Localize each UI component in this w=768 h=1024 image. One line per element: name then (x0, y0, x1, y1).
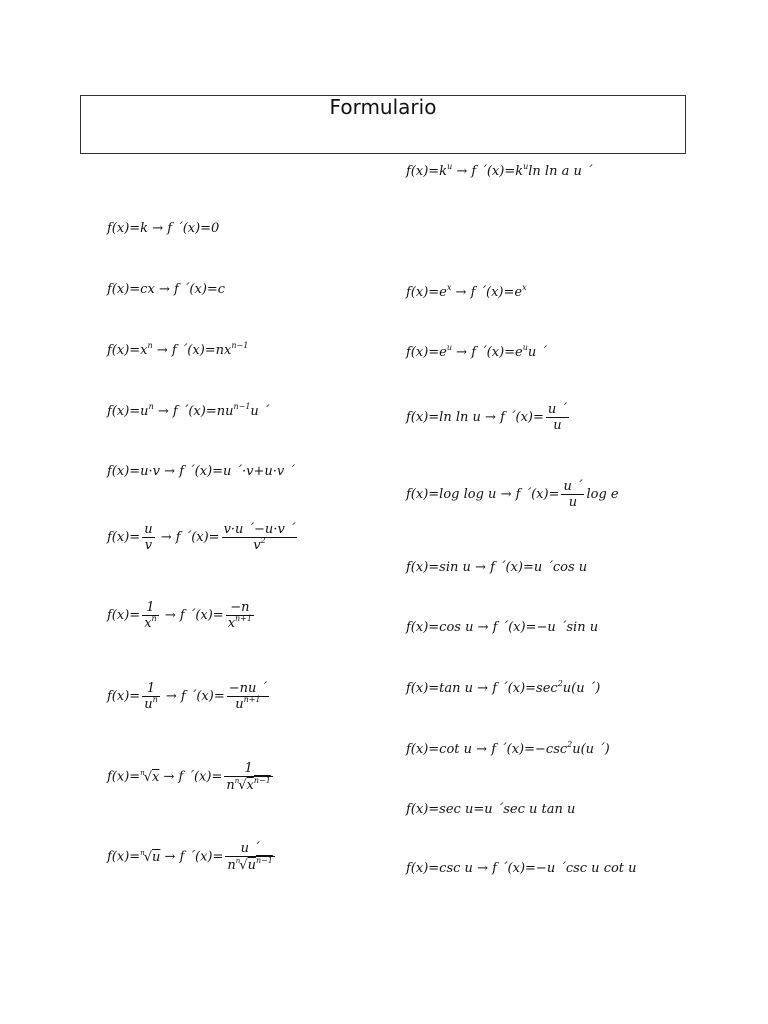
fraction (546, 403, 569, 432)
numerator: u ´ (547, 402, 567, 417)
formula-linear (107, 283, 225, 296)
radicand-base: u (247, 858, 256, 873)
exponent: n (151, 614, 157, 623)
denominator (225, 856, 275, 872)
formula-rhs: f ´(x)=−u ´sin u (492, 620, 599, 635)
formula-rhs: f ´(x)= (178, 769, 223, 785)
exponent: n−1 (233, 402, 251, 411)
arrow: → (152, 221, 164, 236)
formula-exponential-eu (406, 343, 547, 360)
formula-log (406, 480, 619, 509)
formula-natural-log (406, 403, 571, 432)
root-symbol: $^n$√x (140, 768, 160, 785)
formula-rhs: f ´(x)=−u ´csc u cot u (492, 861, 637, 876)
exponent: n+1 (235, 614, 252, 623)
formula-rhs: f ´(x)=nu (172, 404, 234, 419)
exponent: x (446, 283, 452, 292)
denominator-base: x (227, 616, 236, 631)
denominator-base: u (144, 697, 153, 712)
arrow: → (485, 410, 496, 425)
denominator (222, 537, 298, 552)
formula-rhs: f ´(x)=−csc (491, 742, 568, 757)
arrow: → (164, 608, 176, 623)
exponent: 2 (557, 679, 563, 688)
formula-exponential-k (406, 162, 593, 179)
arrow: → (455, 285, 467, 300)
arrow: → (160, 530, 172, 545)
formula-cosine (406, 621, 598, 634)
numerator: 1 (146, 600, 155, 615)
exponent: n−1 (255, 856, 273, 865)
numerator: u ´ (563, 479, 583, 494)
formula-rhs: f ´(x)=u ´cos u (490, 560, 588, 575)
formula-rhs: f ´(x)=nx (171, 343, 232, 358)
exponent: n (147, 341, 153, 350)
formula-lhs: f(x)=tan u (406, 681, 474, 696)
formula-root-x (107, 762, 275, 792)
denominator-base: x (144, 616, 152, 631)
exponent: u (446, 343, 453, 352)
formula-tail: u ´ (250, 404, 270, 419)
formula-lhs: f(x)=cos u (406, 620, 474, 635)
fraction (222, 523, 298, 552)
formula-cosecant (406, 862, 637, 875)
formula-rhs: f ´(x)= (180, 689, 225, 704)
formula-lhs: f(x)= (107, 769, 141, 785)
arrow: → (456, 345, 468, 360)
formula-exponential-ex (406, 283, 527, 300)
fraction (142, 682, 160, 711)
formula-lhs: f(x)=ln ln u (406, 410, 481, 425)
formula-rhs: f ´(x)= (179, 608, 224, 623)
root-symbol: $^n$√u (140, 848, 161, 865)
formula-lhs: f(x)=log log u (406, 487, 497, 502)
denominator-base: v (253, 538, 261, 553)
formula-reciprocal-u (107, 682, 271, 711)
fraction (142, 523, 154, 552)
denominator (226, 615, 254, 630)
radicand (248, 858, 273, 873)
formula-lhs: f(x)=k (107, 221, 149, 236)
formula-lhs: f(x)=u·v (107, 464, 161, 479)
formula-lhs: f(x)=e (406, 285, 447, 300)
formula-power-x (107, 341, 249, 358)
formula-lhs: f(x)=k (406, 164, 448, 179)
arrow: → (158, 282, 170, 297)
exponent: n (152, 695, 158, 704)
formula-rhs: f ´(x)= (500, 410, 544, 425)
numerator: 1 (244, 761, 253, 776)
exponent: u (523, 162, 529, 171)
formula-lhs: f(x)= (107, 530, 141, 545)
formula-rhs: f ´(x)=e (470, 285, 523, 300)
exponent: n−1 (231, 341, 249, 350)
denominator (142, 615, 159, 630)
exponent: n−1 (253, 776, 271, 785)
arrow: → (500, 487, 512, 502)
radicand: u (152, 849, 161, 865)
radicand: x (152, 769, 160, 785)
formula-rhs: f ´(x)= (515, 487, 560, 502)
arrow: → (477, 861, 488, 876)
formula-lhs: f(x)=u (107, 404, 149, 419)
fraction (225, 842, 275, 872)
fraction (226, 601, 254, 630)
formula-reciprocal-x (107, 601, 256, 630)
formula-power-u (107, 402, 270, 419)
denominator (227, 696, 269, 711)
arrow: → (156, 343, 168, 358)
denominator: u (546, 417, 569, 432)
root-index: n (140, 848, 145, 857)
formula-rhs: f ´(x)=e (471, 345, 523, 360)
fraction (561, 480, 584, 509)
denominator-base: u (235, 697, 244, 712)
formula-rhs: f ´(x)=c (173, 282, 226, 297)
denominator: u (561, 494, 584, 509)
formula-rhs: f ´(x)=u ´·v+u·v ´ (179, 464, 295, 479)
exponent: 2 (260, 536, 266, 545)
exponent: 2 (567, 740, 573, 749)
arrow: → (456, 164, 468, 179)
formula-rhs: f ´(x)= (175, 530, 220, 545)
exponent: u (522, 343, 528, 352)
fraction (142, 601, 159, 630)
denominator (142, 696, 160, 711)
formula-text: f(x)=sec u=u ´sec u tan u (406, 802, 576, 817)
root-symbol: $^n√x^{n-1}$ (234, 776, 271, 793)
root-symbol: $^n√u^{n-1}$ (235, 856, 273, 873)
formula-tail: ln ln a u ´ (528, 164, 593, 179)
exponent: x (522, 283, 527, 292)
arrow: → (164, 849, 176, 865)
denominator-prefix: n (227, 858, 236, 873)
formula-root-u (107, 842, 277, 872)
formula-rhs: f ´(x)= (179, 849, 224, 865)
formula-lhs: f(x)=cx (107, 282, 155, 297)
formula-lhs: f(x)= (107, 608, 141, 623)
denominator (224, 776, 272, 792)
formula-lhs: f(x)=csc u (406, 861, 473, 876)
radicand (247, 778, 271, 793)
formula-lhs: f(x)=e (406, 345, 447, 360)
formula-constant (107, 222, 219, 235)
numerator: 1 (146, 681, 156, 696)
formula-lhs: f(x)=cot u (406, 742, 473, 757)
formula-lhs: f(x)= (107, 689, 141, 704)
arrow: → (165, 689, 177, 704)
formula-tail: log e (586, 487, 619, 502)
formula-rhs: f ´(x)=0 (167, 221, 220, 236)
formula-sine (406, 561, 587, 574)
radicand-base: x (246, 778, 254, 793)
numerator: −nu ´ (228, 681, 267, 696)
numerator: u (144, 522, 153, 537)
fraction (227, 682, 269, 711)
numerator: u ´ (240, 841, 260, 856)
arrow: → (475, 560, 486, 575)
arrow: → (163, 769, 175, 785)
root-index: n (235, 857, 241, 865)
arrow: → (477, 681, 489, 696)
denominator-prefix: n (226, 778, 235, 793)
arrow: → (477, 620, 489, 635)
numerator: −n (230, 600, 250, 615)
fraction (224, 762, 272, 792)
formula-rhs: f ´(x)=k (471, 164, 524, 179)
formula-tail: u(u ´) (562, 681, 601, 696)
formula-tangent (406, 679, 601, 696)
formula-lhs: f(x)=sin u (406, 560, 471, 575)
title-box (80, 95, 686, 154)
formula-tail: u ´ (527, 345, 547, 360)
formula-quotient (107, 523, 299, 552)
root-index: n (234, 777, 240, 785)
denominator: v (142, 537, 154, 552)
arrow: → (164, 464, 176, 479)
arrow: → (157, 404, 169, 419)
formula-product (107, 465, 295, 478)
exponent: n+1 (243, 695, 261, 704)
exponent: u (447, 162, 453, 171)
arrow: → (476, 742, 488, 757)
numerator: v·u ´−u·v ´ (223, 522, 296, 537)
formula-secant (406, 803, 575, 816)
formula-tail: u(u ´) (572, 742, 610, 757)
formula-cotangent (406, 740, 610, 757)
exponent: n (148, 402, 154, 411)
formula-lhs: f(x)=x (107, 343, 148, 358)
formula-rhs: f ´(x)=sec (492, 681, 558, 696)
page-title: Formulario (329, 95, 437, 119)
formula-lhs: f(x)= (107, 849, 141, 865)
root-index: n (140, 768, 145, 777)
